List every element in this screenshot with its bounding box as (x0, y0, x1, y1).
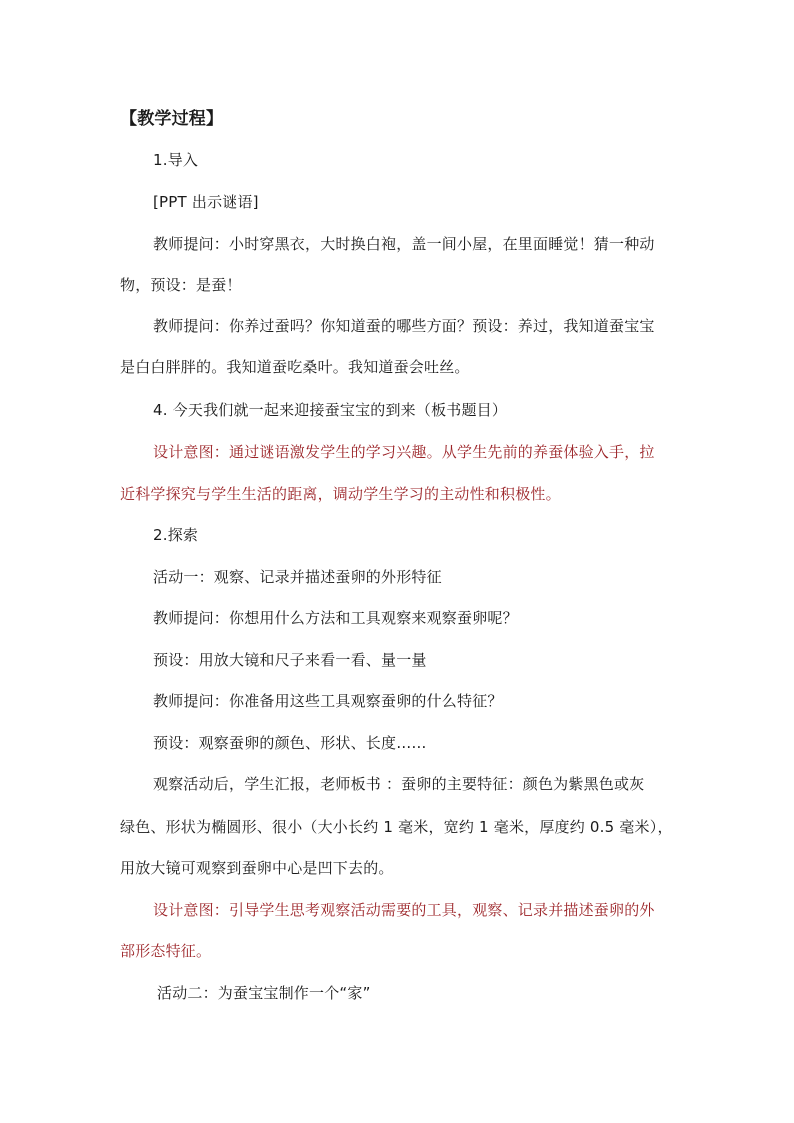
teacher-question-1-line-2: 物，预设：是蚕！ (120, 276, 242, 294)
ppt-note: [PPT 出示谜语] (153, 193, 259, 211)
design-intent-1-line-2: 近科学探究与学生生活的距离，调动学生学习的主动性和积极性。 (120, 485, 561, 503)
intro-heading: 1.导入 (153, 151, 199, 169)
preset-2: 预设：观察蚕卵的颜色、形状、长度…… (153, 734, 427, 752)
design-intent-2-line-2: 部形态特征。 (120, 942, 212, 960)
teacher-question-4: 教师提问：你准备用这些工具观察蚕卵的什么特征？ (153, 692, 503, 710)
report-line-1: 观察活动后，学生汇报，老师板书 ：蚕卵的主要特征：颜色为紫黑色或灰 (153, 775, 645, 793)
teacher-question-2-line-1: 教师提问：你养过蚕吗？你知道蚕的哪些方面？预设：养过，我知道蚕宝宝 (153, 317, 655, 335)
report-line-2: 绿色、形状为椭圆形、很小（大小长约 1 毫米，宽约 1 毫米，厚度约 0.5 毫米）， (120, 818, 673, 836)
activity-2: 活动二：为蚕宝宝制作一个“家” (157, 984, 371, 1002)
teacher-question-3: 教师提问：你想用什么方法和工具观察来观察蚕卵呢？ (153, 609, 518, 627)
teacher-question-2-line-2: 是白白胖胖的。我知道蚕吃桑叶。我知道蚕会吐丝。 (120, 358, 470, 376)
design-intent-2-line-1: 设计意图：引导学生思考观察活动需要的工具，观察、记录并描述蚕卵的外 (153, 901, 655, 919)
explore-heading: 2.探索 (153, 526, 199, 544)
preset-1: 预设：用放大镜和尺子来看一看、量一量 (153, 651, 427, 669)
report-line-3: 用放大镜可观察到蚕卵中心是凹下去的。 (120, 859, 394, 877)
section-title: 【教学过程】 (120, 109, 224, 129)
design-intent-1-line-1: 设计意图：通过谜语激发学生的学习兴趣。从学生先前的养蚕体验入手，拉 (153, 443, 655, 461)
item-4: 4. 今天我们就一起来迎接蚕宝宝的到来（板书题目） (153, 401, 508, 419)
activity-1: 活动一：观察、记录并描述蚕卵的外形特征 (153, 568, 442, 586)
teacher-question-1-line-1: 教师提问：小时穿黑衣，大时换白袍，盖一间小屋，在里面睡觉！猜一种动 (153, 235, 655, 253)
